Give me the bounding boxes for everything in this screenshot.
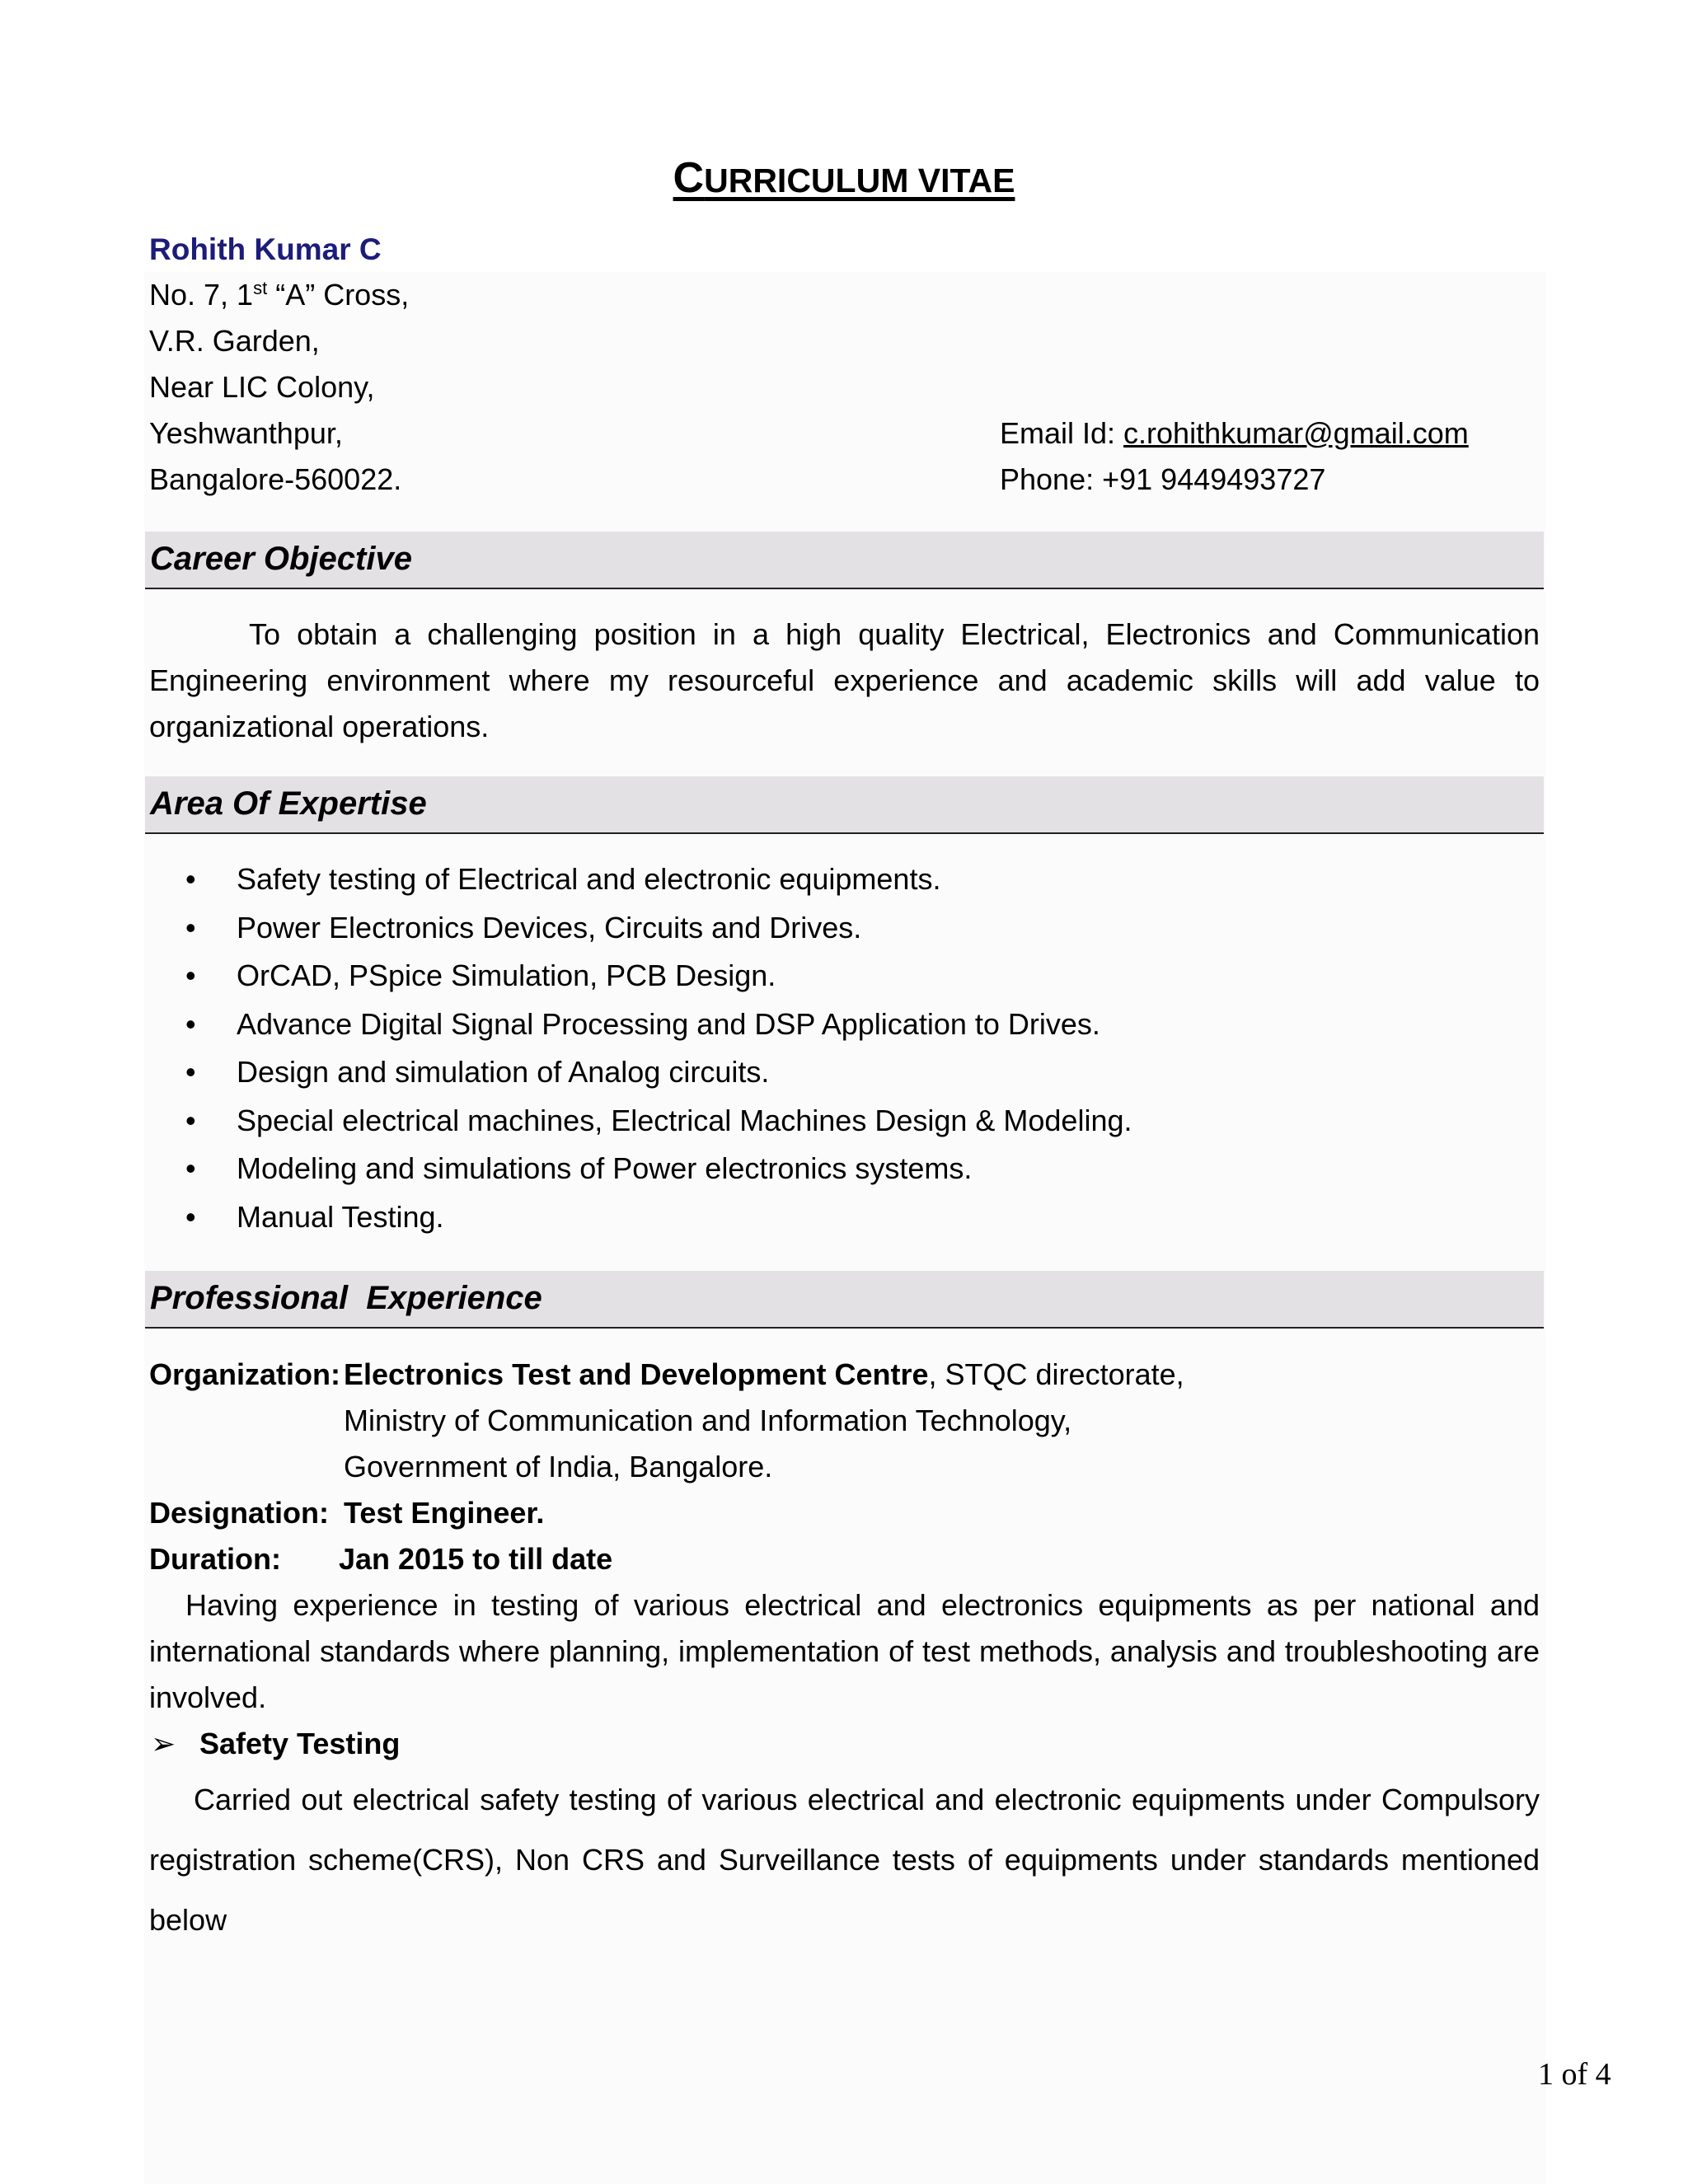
list-item: • Special electrical machines, Electrical Machines Design & Modeling. [185,1097,1132,1146]
career-objective-text: To obtain a challenging position in a high quality Electrical, Electronics and Communication Engineering environment where my resourceful experience and academic skills will add value to organizational operations. [149,617,1540,743]
email-line [1000,410,1469,457]
organization-line-3: Government of India, Bangalore. [344,1450,773,1483]
page-number: 1 of 4 [1538,2057,1611,2092]
section-heading: Area Of Expertise [150,785,427,822]
experience-summary: Having experience in testing of various electrical and electronics equipments as per national and international standards where planning, implementation of test methods, analysis and troubleshooting are involved. [149,1588,1540,1714]
address-line-3: Near LIC Colony, [149,370,375,404]
section-area-of-expertise [145,776,1544,834]
section-heading: Career Objective [150,541,412,577]
email-label: Email Id: [1000,416,1124,450]
phone-line: Phone: +91 9449493727 [1000,462,1326,496]
list-item: • Modeling and simulations of Power electronics systems. [185,1145,1132,1193]
list-item: • Design and simulation of Analog circuits. [185,1048,1132,1097]
candidate-name: Rohith Kumar C [149,232,382,266]
organization-line [149,1352,340,1398]
list-item: • OrCAD, PSpice Simulation, PCB Design. [185,952,1132,1001]
safety-testing-text: Carried out electrical safety testing of various electrical and electronic equipments under Compulsory registration scheme(CRS), Non CRS and Surveillance tests of equipments under standards mentioned below [149,1783,1540,1937]
list-item: • Safety testing of Electrical and electronic equipments. [185,855,1132,904]
organization-line-2: Ministry of Communication and Information Technology, [344,1404,1072,1437]
section-heading: Professional Experience [150,1280,542,1316]
address-line-1: No. 7, 1st “A” Cross, [149,278,410,312]
designation-label: Designation: [149,1496,330,1530]
subheading-safety-testing: Safety Testing [199,1727,401,1760]
duration-value: Jan 2015 to till date [339,1542,613,1576]
address-line-5: Bangalore-560022. [149,462,402,496]
designation-value: Test Engineer. [344,1496,545,1530]
duration-label: Duration: [149,1542,281,1576]
section-career-objective [145,532,1544,589]
organization-value: Electronics Test and Development Centre, STQC directorate, [344,1357,1184,1391]
organization-label: Organization: [149,1357,340,1391]
list-item: • Manual Testing. [185,1193,1132,1242]
address-line-4: Yeshwanthpur, [149,416,343,450]
expertise-list [185,855,1132,1241]
list-item: • Advance Digital Signal Processing and DSP Application to Drives. [185,1001,1132,1049]
document-title: CURRICULUM VITAE [673,154,1015,202]
section-professional-experience [145,1271,1544,1329]
email-link[interactable]: c.rohithkumar@gmail.com [1123,416,1469,450]
arrow-bullet-icon: ➢ [151,1727,176,1760]
address-line-2: V.R. Garden, [149,324,320,358]
list-item: • Power Electronics Devices, Circuits and Drives. [185,904,1132,953]
